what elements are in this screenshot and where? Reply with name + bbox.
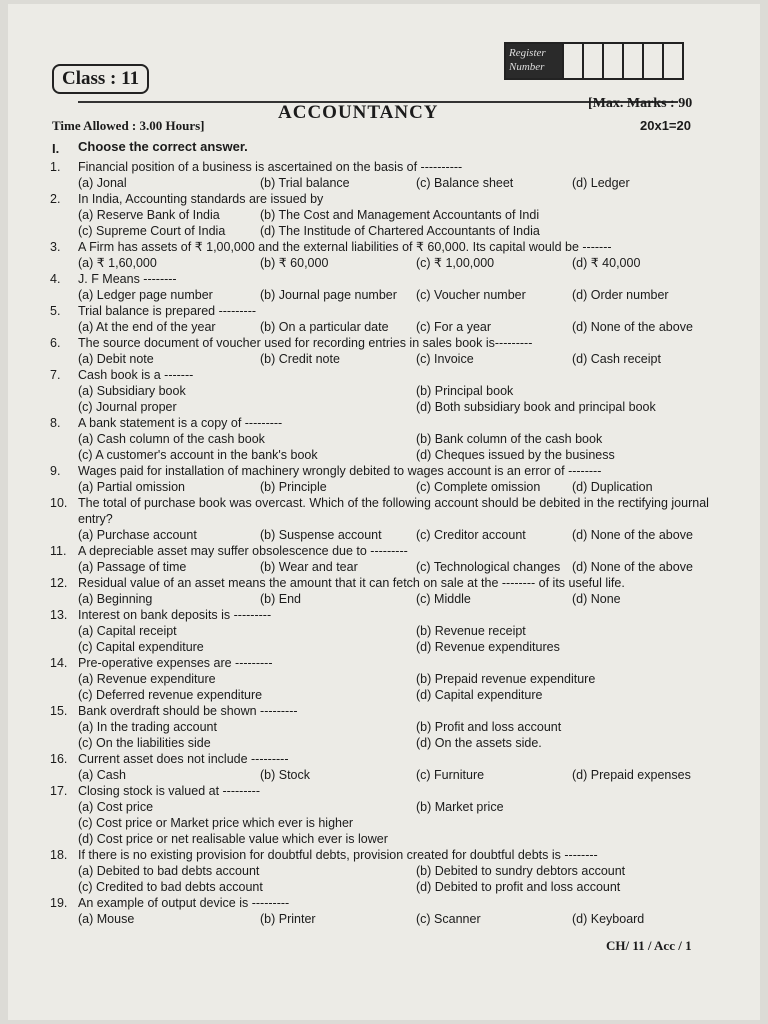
answer-option[interactable]: (c) Invoice bbox=[416, 352, 474, 366]
answer-option[interactable]: (d) None of the above bbox=[572, 528, 693, 542]
question-item bbox=[50, 303, 710, 335]
question-text: Cash book is a ------- bbox=[78, 368, 194, 382]
time-allowed: Time Allowed : 3.00 Hours] bbox=[52, 118, 205, 133]
answer-option[interactable]: (a) Mouse bbox=[78, 912, 135, 926]
paper-code: CH/ 11 / Acc / 1 bbox=[606, 938, 692, 953]
question-body bbox=[78, 367, 710, 415]
answer-options bbox=[78, 767, 710, 783]
answer-option[interactable]: (b) Suspense account bbox=[260, 528, 382, 542]
question-body bbox=[78, 159, 710, 191]
answer-option[interactable]: (c) Technological changes bbox=[416, 560, 561, 574]
answer-option[interactable]: (a) ₹ 1,60,000 bbox=[78, 256, 157, 270]
answer-option[interactable]: (a) Partial omission bbox=[78, 480, 185, 494]
question-item bbox=[50, 367, 710, 415]
question-body bbox=[78, 271, 710, 303]
subject-title: ACCOUNTANCY bbox=[278, 102, 439, 123]
question-number: 3. bbox=[50, 240, 61, 254]
question-body bbox=[78, 655, 710, 703]
answer-options bbox=[78, 351, 710, 367]
question-body bbox=[78, 703, 710, 751]
answer-option[interactable]: (c) Voucher number bbox=[416, 288, 526, 302]
answer-option[interactable]: (b) Wear and tear bbox=[260, 560, 358, 574]
answer-option[interactable]: (a) Jonal bbox=[78, 176, 127, 190]
register-number-label: Register Number bbox=[506, 44, 562, 78]
question-item bbox=[50, 847, 710, 895]
answer-options bbox=[78, 799, 710, 847]
question-body bbox=[78, 575, 710, 607]
question-number: 10. bbox=[50, 496, 68, 510]
answer-option[interactable]: (a) At the end of the year bbox=[78, 320, 216, 334]
answer-option[interactable]: (b) Printer bbox=[260, 912, 316, 926]
answer-option[interactable]: (c) Deferred revenue expenditure bbox=[78, 688, 263, 702]
answer-option[interactable]: (a) Cash bbox=[78, 768, 126, 782]
question-number: 16. bbox=[50, 752, 68, 766]
marks-scheme: 20x1=20 bbox=[640, 118, 691, 133]
question-number: 15. bbox=[50, 704, 68, 718]
answer-option[interactable]: (a) Revenue expenditure bbox=[78, 672, 216, 686]
question-item bbox=[50, 751, 710, 783]
answer-option[interactable]: (d) Duplication bbox=[572, 480, 653, 494]
answer-option[interactable]: (b) End bbox=[260, 592, 301, 606]
answer-option[interactable]: (b) Trial balance bbox=[260, 176, 350, 190]
register-number-box[interactable] bbox=[504, 42, 684, 80]
question-text: Interest on bank deposits is --------- bbox=[78, 608, 272, 622]
answer-option[interactable]: (b) Revenue receipt bbox=[416, 624, 526, 638]
answer-options bbox=[78, 175, 710, 191]
question-number: 1. bbox=[50, 160, 61, 174]
question-body bbox=[78, 847, 710, 895]
answer-options bbox=[78, 863, 710, 895]
answer-option[interactable]: (d) Debited to profit and loss account bbox=[416, 880, 621, 894]
question-text: If there is no existing provision for doubtful debts, provision created for doubtful debts is -------- bbox=[78, 848, 598, 862]
question-number: 17. bbox=[50, 784, 68, 798]
answer-option[interactable]: (b) Principal book bbox=[416, 384, 514, 398]
answer-options bbox=[78, 207, 710, 239]
answer-options bbox=[78, 671, 710, 703]
question-item bbox=[50, 463, 710, 495]
question-body bbox=[78, 463, 710, 495]
answer-option[interactable]: (d) None of the above bbox=[572, 560, 693, 574]
answer-option[interactable]: (b) Prepaid revenue expenditure bbox=[416, 672, 596, 686]
question-item bbox=[50, 415, 710, 463]
answer-option[interactable]: (d) Keyboard bbox=[572, 912, 645, 926]
register-digit-cell[interactable] bbox=[602, 44, 622, 78]
question-number: 6. bbox=[50, 336, 61, 350]
answer-option[interactable]: (d) None of the above bbox=[572, 320, 693, 334]
answer-options bbox=[78, 591, 710, 607]
answer-option[interactable]: (a) Debited to bad debts account bbox=[78, 864, 260, 878]
register-digit-cell[interactable] bbox=[562, 44, 582, 78]
question-text: The source document of voucher used for recording entries in sales book is--------- bbox=[78, 336, 533, 350]
answer-option[interactable]: (c) Complete omission bbox=[416, 480, 541, 494]
question-body bbox=[78, 543, 710, 575]
answer-option[interactable]: (c) Middle bbox=[416, 592, 471, 606]
question-number: 18. bbox=[50, 848, 68, 862]
question-number: 11. bbox=[50, 544, 67, 558]
answer-option[interactable]: (d) Prepaid expenses bbox=[572, 768, 691, 782]
question-text: Current asset does not include --------- bbox=[78, 752, 289, 766]
register-digit-cell[interactable] bbox=[662, 44, 682, 78]
answer-option[interactable]: (c) A customer's account in the bank's book bbox=[78, 448, 318, 462]
question-number: 12. bbox=[50, 576, 68, 590]
question-item bbox=[50, 159, 710, 191]
answer-options bbox=[78, 719, 710, 751]
register-digit-cell[interactable] bbox=[582, 44, 602, 78]
question-number: 9. bbox=[50, 464, 61, 478]
answer-options bbox=[78, 383, 710, 415]
answer-option[interactable]: (c) ₹ 1,00,000 bbox=[416, 256, 495, 270]
answer-options bbox=[78, 559, 710, 575]
answer-option[interactable]: (b) Market price bbox=[416, 800, 504, 814]
answer-options bbox=[78, 255, 710, 271]
question-body bbox=[78, 415, 710, 463]
answer-option[interactable]: (c) Credited to bad debts account bbox=[78, 880, 263, 894]
answer-option[interactable]: (b) The Cost and Management Accountants of Indi bbox=[260, 208, 540, 222]
answer-option[interactable]: (a) In the trading account bbox=[78, 720, 217, 734]
question-body bbox=[78, 335, 710, 367]
question-item bbox=[50, 703, 710, 751]
answer-options bbox=[78, 287, 710, 303]
question-item bbox=[50, 271, 710, 303]
question-body bbox=[78, 751, 710, 783]
question-body bbox=[78, 495, 710, 543]
answer-options bbox=[78, 479, 710, 495]
question-item bbox=[50, 783, 710, 847]
answer-options bbox=[78, 911, 710, 927]
question-item bbox=[50, 895, 710, 927]
question-text: Pre-operative expenses are --------- bbox=[78, 656, 273, 670]
answer-option[interactable]: (c) Balance sheet bbox=[416, 176, 514, 190]
answer-option[interactable]: (a) Passage of time bbox=[78, 560, 187, 574]
question-body bbox=[78, 191, 710, 239]
answer-option[interactable]: (a) Reserve Bank of India bbox=[78, 208, 220, 222]
question-text: Bank overdraft should be shown --------- bbox=[78, 704, 298, 718]
question-text: J. F Means -------- bbox=[78, 272, 177, 286]
question-body bbox=[78, 239, 710, 271]
answer-option[interactable]: (c) Capital expenditure bbox=[78, 640, 204, 654]
question-item bbox=[50, 543, 710, 575]
answer-options bbox=[78, 623, 710, 655]
answer-option[interactable]: (d) Both subsidiary book and principal book bbox=[416, 400, 656, 414]
answer-option[interactable]: (b) ₹ 60,000 bbox=[260, 256, 329, 270]
answer-option[interactable]: (a) Ledger page number bbox=[78, 288, 213, 302]
question-item bbox=[50, 575, 710, 607]
answer-option[interactable]: (a) Debit note bbox=[78, 352, 154, 366]
question-item bbox=[50, 191, 710, 239]
answer-option[interactable]: (b) Journal page number bbox=[260, 288, 397, 302]
question-text: The total of purchase book was overcast. Which of the following account should be debited in the rectifying journal entry? bbox=[78, 496, 709, 526]
answer-option[interactable]: (d) Capital expenditure bbox=[416, 688, 543, 702]
question-number: 14. bbox=[50, 656, 68, 670]
answer-option[interactable]: (a) Beginning bbox=[78, 592, 153, 606]
answer-option[interactable]: (b) Stock bbox=[260, 768, 311, 782]
question-item bbox=[50, 655, 710, 703]
question-number: 5. bbox=[50, 304, 61, 318]
answer-option[interactable]: (a) Purchase account bbox=[78, 528, 197, 542]
answer-option[interactable]: (d) Order number bbox=[572, 288, 669, 302]
answer-option[interactable]: (d) Revenue expenditures bbox=[416, 640, 560, 654]
answer-option[interactable]: (d) On the assets side. bbox=[416, 736, 542, 750]
question-number: 4. bbox=[50, 272, 61, 286]
question-text: Closing stock is valued at --------- bbox=[78, 784, 260, 798]
section-title: Choose the correct answer. bbox=[78, 139, 248, 154]
question-item bbox=[50, 335, 710, 367]
section-number: I. bbox=[52, 141, 60, 156]
answer-options bbox=[78, 527, 710, 543]
answer-option[interactable]: (b) On a particular date bbox=[260, 320, 389, 334]
question-number: 2. bbox=[50, 192, 61, 206]
question-body bbox=[78, 607, 710, 655]
answer-option[interactable]: (d) Cost price or net realisable value which ever is lower bbox=[78, 832, 388, 846]
answer-option[interactable]: (b) Debited to sundry debtors account bbox=[416, 864, 626, 878]
answer-option[interactable]: (d) Ledger bbox=[572, 176, 630, 190]
answer-option[interactable]: (d) Cheques issued by the business bbox=[416, 448, 615, 462]
answer-option[interactable]: (d) The Institude of Chartered Accountants of India bbox=[260, 224, 540, 238]
question-text: Financial position of a business is ascertained on the basis of ---------- bbox=[78, 160, 463, 174]
answer-option[interactable]: (a) Subsidiary book bbox=[78, 384, 186, 398]
answer-option[interactable]: (c) Supreme Court of India bbox=[78, 224, 226, 238]
question-text: Residual value of an asset means the amount that it can fetch on sale at the -------- of its useful life. bbox=[78, 576, 625, 590]
question-body bbox=[78, 303, 710, 335]
answer-option[interactable]: (c) Furniture bbox=[416, 768, 485, 782]
answer-option[interactable]: (c) On the liabilities side bbox=[78, 736, 211, 750]
answer-option[interactable]: (a) Cash column of the cash book bbox=[78, 432, 265, 446]
answer-options bbox=[78, 319, 710, 335]
max-marks: [Max. Marks : 90 bbox=[588, 96, 693, 111]
question-number: 13. bbox=[50, 608, 68, 622]
question-number: 19. bbox=[50, 896, 68, 910]
question-number: 7. bbox=[50, 368, 61, 382]
answer-option[interactable]: (c) Cost price or Market price which ever is higher bbox=[78, 816, 354, 830]
question-item bbox=[50, 607, 710, 655]
answer-option[interactable]: (b) Credit note bbox=[260, 352, 340, 366]
question-item bbox=[50, 239, 710, 271]
answer-option[interactable]: (a) Cost price bbox=[78, 800, 154, 814]
question-text: A Firm has assets of ₹ 1,00,000 and the external liabilities of ₹ 60,000. Its capital would be ------- bbox=[78, 240, 612, 254]
answer-option[interactable]: (c) Scanner bbox=[416, 912, 481, 926]
answer-option[interactable]: (c) Creditor account bbox=[416, 528, 526, 542]
question-item bbox=[50, 495, 710, 543]
answer-options bbox=[78, 431, 710, 463]
question-body bbox=[78, 895, 710, 927]
class-label: Class : 11 bbox=[52, 64, 149, 94]
question-text: In India, Accounting standards are issued by bbox=[78, 192, 324, 206]
answer-option[interactable]: (d) ₹ 40,000 bbox=[572, 256, 641, 270]
question-number: 8. bbox=[50, 416, 61, 430]
answer-option[interactable]: (a) Capital receipt bbox=[78, 624, 177, 638]
answer-option[interactable]: (b) Principle bbox=[260, 480, 327, 494]
answer-option[interactable]: (c) Journal proper bbox=[78, 400, 177, 414]
question-body bbox=[78, 783, 710, 847]
answer-option[interactable]: (d) None bbox=[572, 592, 621, 606]
register-digit-cell[interactable] bbox=[642, 44, 662, 78]
question-text: Trial balance is prepared --------- bbox=[78, 304, 257, 318]
answer-option[interactable]: (d) Cash receipt bbox=[572, 352, 661, 366]
question-text: An example of output device is --------- bbox=[78, 896, 290, 910]
answer-option[interactable]: (b) Profit and loss account bbox=[416, 720, 562, 734]
question-text: Wages paid for installation of machinery wrongly debited to wages account is an error of -------- bbox=[78, 464, 602, 478]
question-list bbox=[50, 159, 710, 927]
answer-option[interactable]: (c) For a year bbox=[416, 320, 492, 334]
answer-option[interactable]: (b) Bank column of the cash book bbox=[416, 432, 603, 446]
question-text: A depreciable asset may suffer obsolescence due to --------- bbox=[78, 544, 408, 558]
question-text: A bank statement is a copy of --------- bbox=[78, 416, 283, 430]
register-digit-cell[interactable] bbox=[622, 44, 642, 78]
